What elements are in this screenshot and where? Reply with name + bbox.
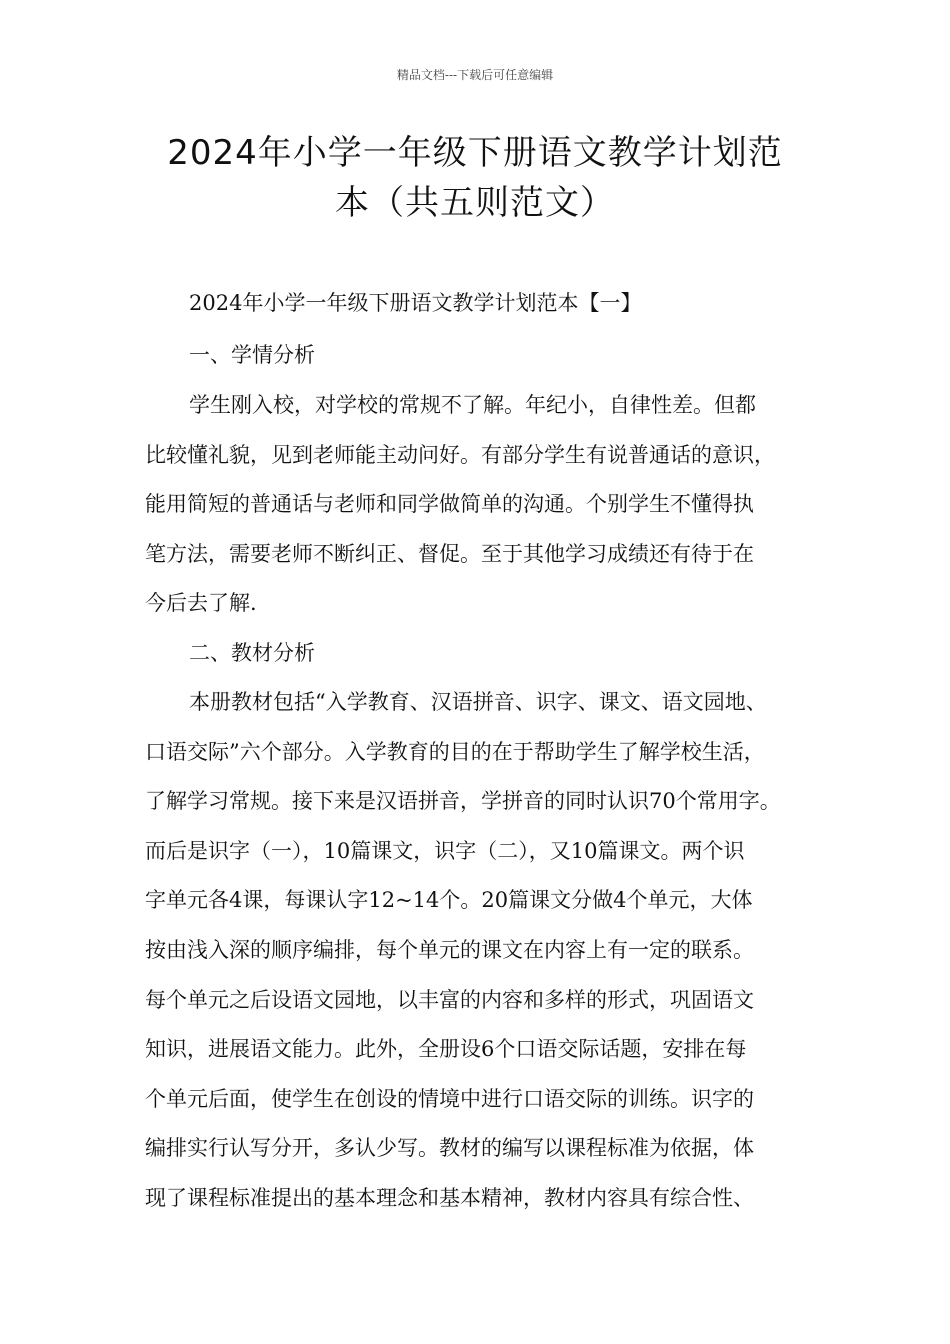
body-line: 每个单元之后设语文园地，以丰富的内容和多样的形式，巩固语文 (145, 988, 754, 1012)
document-title (120, 128, 830, 228)
body-line: 现了课程标准提出的基本理念和基本精神，教材内容具有综合性、 (145, 1186, 754, 1210)
body-line: 知识，进展语文能力。此外，全册设6个口语交际话题，安排在每 (145, 1037, 747, 1061)
body-line: 笔方法，需要老师不断纠正、督促。至于其他学习成绩还有待于在 (145, 542, 754, 566)
header-note: 精品文档---下载后可任意编辑 (396, 68, 554, 82)
body-line: 编排实行认写分开，多认少写。教材的编写以课程标准为依据，体 (145, 1136, 754, 1160)
body-line: 了解学习常规。接下来是汉语拼音，学拼音的同时认识70个常用字。 (145, 789, 781, 813)
body-line: 口语交际”六个部分。入学教育的目的在于帮助学生了解学校生活， (145, 740, 765, 764)
body-line: 本册教材包括“入学教育、汉语拼音、识字、课文、语文园地、 (189, 690, 767, 714)
title-line-1: 2024年小学一年级下册语文教学计划范 (167, 133, 783, 173)
body-line: 按由浅入深的顺序编排，每个单元的课文在内容上有一定的联系。 (145, 938, 754, 962)
body-line: 个单元后面，使学生在创设的情境中进行口语交际的训练。识字的 (145, 1087, 754, 1111)
body-line: 字单元各4课，每课认字12~14个。20篇课文分做4个单元，大体 (145, 888, 753, 912)
section-heading-textbook-analysis: 二、教材分析 (189, 641, 315, 665)
body-line: 学生刚入校，对学校的常规不了解。年纪小，自律性差。但都 (189, 393, 756, 417)
section-heading-plan-1: 2024年小学一年级下册语文教学计划范本【一】 (189, 291, 642, 315)
body-line: 而后是识字（一），10篇课文，识字（二），又10篇课文。两个识 (145, 839, 745, 863)
section-heading-student-analysis: 一、学情分析 (189, 343, 315, 367)
title-line-2: 本（共五则范文） (335, 183, 615, 223)
body-line: 能用简短的普通话与老师和同学做简单的沟通。个别学生不懂得执 (145, 492, 754, 516)
body-line: 比较懂礼貌，见到老师能主动问好。有部分学生有说普通话的意识， (145, 443, 775, 467)
body-line: 今后去了解. (145, 591, 257, 615)
